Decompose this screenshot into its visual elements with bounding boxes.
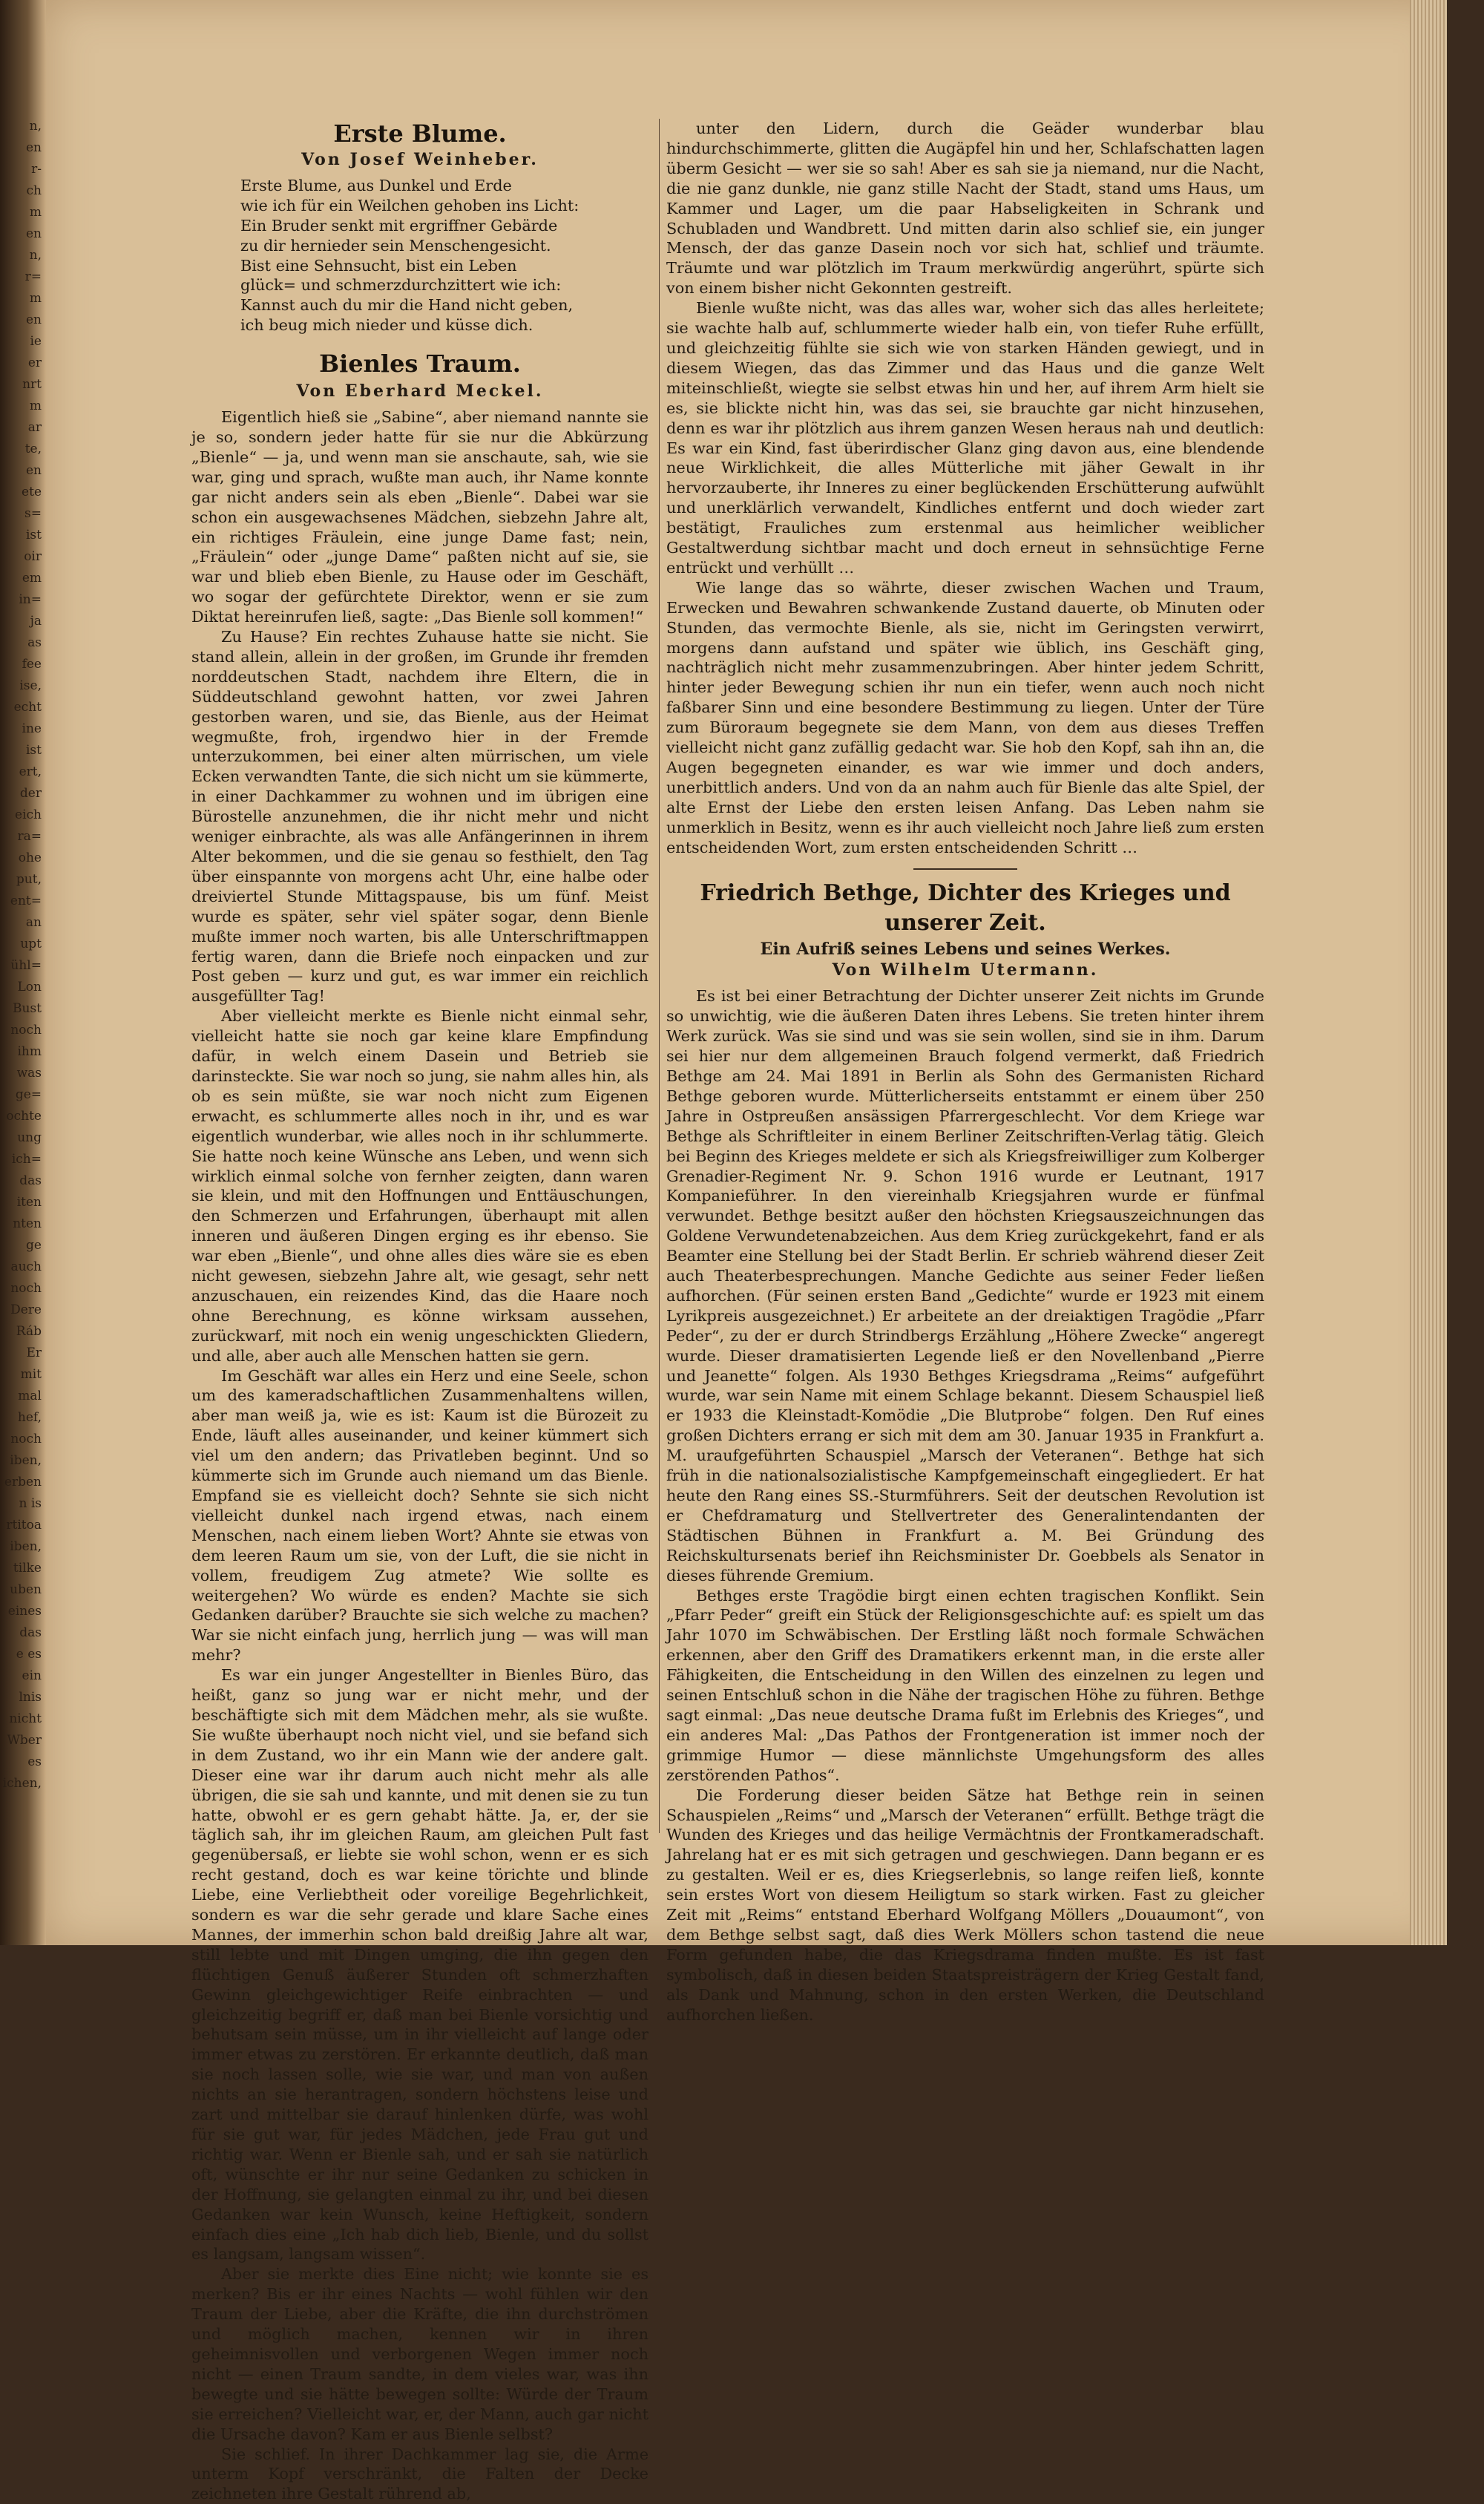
gutter-fragment: ichen,: [0, 1776, 45, 1791]
gutter-fragment: Dere: [0, 1302, 45, 1317]
gutter-fragment: ung: [0, 1130, 45, 1145]
poem-author: Von Josef Weinheber.: [191, 150, 649, 170]
poem-line: zu dir hernieder sein Menschengesicht.: [240, 236, 649, 256]
gutter-fragment: noch: [0, 1281, 45, 1296]
gutter-fragment: ühl=: [0, 958, 45, 973]
section-divider: [913, 868, 1017, 870]
gutter-fragment: ohe: [0, 850, 45, 865]
story-paragraph: unter den Lidern, durch die Geäder wunderbar blau hindurchschimmerte, glitten die Augäpfel hin und her, Schlafschatten lagen überm Gesicht — wer sie so sah! Aber es sah sie ja niemand, nur die Nacht, die nie ganz dunkle, nie ganz stille Nacht der Stadt, stand ums Haus, um Kammer und Lager, um die paar Habseligkeiten in Schrank und Schubladen und Wandbrett. Und mitten darin also schlief sie, ein junger Mensch, der das ganze Dasein noch vor sich hat, schlief und träumte. Träumte und war plötzlich im Traum merkwürdig angerührt, spürte sich von einem bisher nicht Gekonnten gestreift.: [666, 119, 1264, 298]
gutter-fragment: ich=: [0, 1152, 45, 1167]
column-right: [666, 119, 1264, 2025]
gutter-fragment: in=: [0, 592, 45, 607]
gutter-fragment: r=: [0, 269, 45, 284]
gutter-fragment: ete: [0, 485, 45, 499]
article-paragraph: Es ist bei einer Betrachtung der Dichter unserer Zeit nichts im Grunde so unwichtig, wie die äußeren Daten ihres Lebens. Sie treten hinter ihrem Werk zurück. Was sie sind und was sie sein wollen, sind sie in ihm. Darum sei hier nur dem allgemeinen Brauch folgend vermerkt, daß Friedrich Bethge am 24. Mai 1891 in Berlin als Sohn des Germanisten Richard Bethge geboren wurde. Mütterlicherseits entstammt er einem über 250 Jahre in Ostpreußen ansässigen Pfarrergeschlecht. Vor dem Kriege war Bethge als Schriftleiter in einem Berliner Zeitschriften-Verlag tätig. Gleich bei Beginn des Krieges meldete er sich als Kriegsfreiwilliger zum Kolberger Grenadier-Regiment Nr. 9. Schon 1916 wurde er Leutnant, 1917 Kompanieführer. In den viereinhalb Kriegsjahren wurde er fünfmal verwundet. Bethge besitzt außer den höchsten Kriegsauszeichnungen das Goldene Verwundetenabzeichen. Aus dem Krieg zurückgekehrt, fand er als Beamter eine Stellung bei der Stadt Berlin. Er schrieb während dieser Zeit auch Theaterbesprechungen. Manche Gedichte aus seiner Feder ließen aufhorchen. (Für seinen ersten Band „Gedichte“ wurde er 1923 mit einem Lyrikpreis ausgezeichnet.) Er arbeitete an der dreiaktigen Tragödie „Pfarr Peder“, zu der er durch Strindbergs Erzählung „Höhere Zwecke“ angeregt wurde. Dieser dramatisierten Legende ließ er den Novellenband „Pierre und Jeanette“ folgen. Als 1930 Bethges Kriegsdrama „Reims“ aufgeführt wurde, war sein Name mit einem Schlage bekannt. Diesem Schauspiel ließ er 1933 die Kleinstadt-Komödie „Die Blutprobe“ folgen. Den Ruf eines großen Dichters errang er sich mit dem am 30. Januar 1935 in Frankfurt a. M. uraufgeführten Schauspiel „Marsch der Veteranen“. Bethge hat sich früh in die nationalsozialistische Kampfgemeinschaft eingegliedert. Er hat heute den Rang eines SS.-Sturmführers. Seit der deutschen Revolution ist er Chefdramaturg und Stellvertreter des Generalintendanten der Städtischen Bühnen in Frankfurt a. M. Bei Gründung des Reichskultursenats berief ihn Reichsminister Dr. Goebbels als Senator in dieses führende Gremium.: [666, 986, 1264, 1585]
story-paragraph: Eigentlich hieß sie „Sabine“, aber niemand nannte sie je so, sondern jeder hatte für sie nur die Abkürzung „Bienle“ — ja, und wenn man sie anschaute, sah, wie sie war, ging und sprach, wußte man auch, ihr Name konnte gar nicht anders sein als eben „Bienle“. Dabei war sie schon ein ausgewachsenes Mädchen, siebzehn Jahre alt, ein richtiges Fräulein, eine junge Dame fast; nein, „Fräulein“ oder „junge Dame“ paßten nicht auf sie, sie war und blieb eben Bienle, zu Hause oder im Geschäft, wo sogar der gefürchtete Direktor, wenn er sie zum Diktat hereinrufen ließ, sagte: „Das Bienle soll kommen!“: [191, 407, 649, 627]
column-left: [191, 119, 649, 2504]
story-paragraph: Zu Hause? Ein rechtes Zuhause hatte sie nicht. Sie stand allein, allein in der großen, im Grunde ihr fremden norddeutschen Stadt, nachdem ihre Eltern, die in Süddeutschland gewohnt hatten, vor zwei Jahren gestorben waren, und sie, das Bienle, aus der Heimat wegmußte, froh, irgendwo hier in der Fremde unterzukommen, bei einer alten mürrischen, um viele Ecken verwandten Tante, die sich nicht um sie kümmerte, in einer Dachkammer zu wohnen und im übrigen eine Bürostelle anzunehmen, die ihr nicht mehr und nicht weniger einbrachte, als was alle Anfängerinnen in ihrem Alter bekommen, und die sie genau so festhielt, den Tag über einspannte von morgens acht Uhr, eine halbe oder dreiviertel Stunde Mittagspause, bis um fünf. Meist wurde es später, sehr viel später sogar, denn Bienle mußte immer noch warten, bis alle Unterschriftmappen fertig waren, dann die Briefe noch einpacken und zur Post geben — kurz und gut, es war immer ein reichlich ausgefüllter Tag!: [191, 627, 649, 1006]
poem-line: Erste Blume, aus Dunkel und Erde: [240, 176, 649, 196]
gutter-fragment: ise,: [0, 678, 45, 693]
gutter-fragment: r-: [0, 162, 45, 177]
gutter-fragment: ch: [0, 183, 45, 198]
gutter-fragment: nrt: [0, 377, 45, 392]
gutter-fragment: erben: [0, 1475, 45, 1489]
gutter-fragment: noch: [0, 1023, 45, 1038]
gutter-fragment: lnis: [0, 1690, 45, 1705]
story-paragraph: Im Geschäft war alles ein Herz und eine Seele, schon um des kameradschaftlichen Zusammenhaltens willen, aber man weiß ja, wie es ist: Kaum ist die Bürozeit zu Ende, läuft alles auseinander, und keiner kümmert sich viel um den andern; das Privatleben beginnt. Und so kümmerte sich im Grunde auch niemand um das Bienle. Empfand sie es vielleicht doch? Sehnte sie sich nicht vielleicht dunkel nach irgend etwas, nach einem Menschen, nach einem lieben Wort? Ahnte sie etwas von dem leeren Raum um sie, von der Luft, die sie nicht in vollem, freudigem Zug atmete? Wie sollte es weitergehen? Wo würde es enden? Machte sie sich Gedanken darüber? Brauchte sie sich welche zu machen? War sie nicht einfach jung, herrlich jung — was will man mehr?: [191, 1366, 649, 1666]
story-title: Bienles Traum.: [191, 347, 649, 380]
poem-line: ich beug mich nieder und küsse dich.: [240, 315, 649, 335]
gutter-fragment: echt: [0, 700, 45, 715]
gutter-fragment: ein: [0, 1668, 45, 1683]
gutter-fragment: fee: [0, 657, 45, 672]
gutter-fragment: der: [0, 786, 45, 801]
article-paragraph: Die Forderung dieser beiden Sätze hat Bethge rein in seinen Schauspielen „Reims“ und „Marsch der Veteranen“ erfüllt. Bethge trägt die Wunden des Krieges und das heilige Vermächtnis der Frontkameradschaft. Jahrelang hat er es mit sich getragen und geschwiegen. Dann begann er es zu gestalten. Weil er es, dies Kriegserlebnis, so lange reifen ließ, konnte sein erstes Wort von diesem Heiligtum so stark wirken. Fast zu gleicher Zeit mit „Reims“ entstand Eberhard Wolfgang Möllers „Douaumont“, von dem Bethge selbst sagt, daß dies Werk Möllers schon tastend die neue Form gefunden habe, die das Kriegsdrama finden mußte. Es ist fast symbolisch, daß in diesen beiden Staatspreisträgern der Krieg Gestalt fand, als Dank und Mahnung, schon in den ersten Werken, die Deutschland aufhorchen ließen.: [666, 1786, 1264, 2025]
gutter-fragment: oir: [0, 549, 45, 564]
gutter-fragment: te,: [0, 442, 45, 456]
gutter-fragment: Lon: [0, 980, 45, 994]
gutter-fragment: eich: [0, 807, 45, 822]
story-paragraph: Es war ein junger Angestellter in Bienles Büro, das heißt, ganz so jung war er nicht mehr, und der beschäftigte sich mit dem Mädchen mehr, als sie wußte. Sie wußte überhaupt noch nicht viel, und sie befand sich in dem Zustand, wo ihr ein Mann wie der andere galt. Dieser eine war ihr darum auch nicht mehr als alle übrigen, die sie sah und kannte, und mit denen sie zu tun hatte, obwohl er es gern gehabt hätte. Ja, er, der sie täglich sah, ihr im gleichen Raum, am gleichen Pult fast gegenübersaß, er liebte sie wohl schon, wenn er es sich recht gestand, doch es war keine törichte und blinde Liebe, eine Verliebtheit oder voreilige Begehrlichkeit, sondern es war die sehr gerade und klare Sache eines Mannes, der immerhin schon bald dreißig Jahre alt war, still lebte und mit Dingen umging, die ihn gegen den flüchtigen Genuß äußerer Stunden oft schmerzhaften Gewinn gleichgewichtiger Reife einbrachten — und gleichzeitig begriff er, daß man bei Bienle vorsichtig und behutsam sein müsse, um in ihr vielleicht auf lange oder immer etwas zu zerstören. Er erkannte deutlich, daß man sie noch lassen solle, wie sie war, und man von außen nichts an sie herantragen, sondern höchstens leise und zart und mittelbar sie darauf hinlenken dürfe, was wohl für sie gut war, für jedes Mädchen, jede Frau gut und richtig war. Wenn er Bienle sah, und er sah sie natürlich oft, wünschte er ihr nur seine Gedanken zu schicken in der Hoffnung, sie gelangten einmal zu ihr, und bei diesen Gedanken war kein Wunsch, keine Heftigkeit, sondern einfach dies eine „Ich hab dich lieb, Bienle, und du sollst es langsam, langsam wissen“.: [191, 1665, 649, 2264]
gutter-fragment: was: [0, 1066, 45, 1081]
column-divider: [659, 119, 660, 1833]
story-paragraph: Wie lange das so währte, dieser zwischen Wachen und Traum, Erwecken und Bewahren schwankende Zustand dauerte, ob Minuten oder Stunden, das vermochte Bienle, als sie, nicht im Geringsten verwirrt, morgens dann aufstand und später wie üblich, ins Geschäft ging, nachträglich nicht mehr zusammenzubringen. Aber hinter jedem Schritt, hinter jeder Bewegung schien ihr nun ein tiefer, wenn auch noch nicht faßbarer Sinn und eine besondere Bestimmung zu liegen. Unter der Türe zum Büroraum begegnete sie dem Mann, von dem aus dieses Treffen vielleicht nicht ganz zufällig gedacht war. Sie hob den Kopf, sah ihn an, die Augen begegneten einander, es war wie immer und doch anders, unerbittlich anders. Und von da an nahm auch für Bienle das alte Spiel, der alte Ernst der Liebe den ersten leisen Anfang. Das Leben nahm sie unmerklich in Besitz, wenn es ihr auch vielleicht noch Jahre ließ zum ersten entscheidenden Wort, zum ersten entscheidenden Schritt …: [666, 578, 1264, 858]
gutter-fragment: das: [0, 1173, 45, 1188]
gutter-fragment: ist: [0, 528, 45, 543]
gutter-fragment: ert,: [0, 764, 45, 779]
poem-line: Bist eine Sehnsucht, bist ein Leben: [240, 256, 649, 276]
gutter-fragment: das: [0, 1625, 45, 1640]
poem-line: wie ich für ein Weilchen gehoben ins Licht:: [240, 196, 649, 216]
gutter-fragment: noch: [0, 1432, 45, 1446]
gutter-fragment: es: [0, 1754, 45, 1769]
gutter-fragment: ge=: [0, 1087, 45, 1102]
gutter-fragment: Bust: [0, 1001, 45, 1016]
gutter-fragment: nten: [0, 1216, 45, 1231]
gutter-fragment: nicht: [0, 1711, 45, 1726]
gutter-fragment: ar: [0, 420, 45, 435]
gutter-fragment: ge: [0, 1238, 45, 1253]
article-subtitle: Ein Aufriß seines Lebens und seines Werkes.: [666, 940, 1264, 960]
gutter-fragment: m: [0, 291, 45, 306]
article-paragraph: Bethges erste Tragödie birgt einen echten tragischen Konflikt. Sein „Pfarr Peder“ greift ein Stück der Religionsgeschichte auf: es spielt um das Jahr 1070 im Schwäbischen. Der Erstling läßt noch formale Schwächen erkennen, aber den Griff des Dramatikers erkennt man, in die erste aller Fähigkeiten, die Entscheidung in den Willen des einzelnen zu legen und seinen Entschluß schon in die Nähe der tragischen Höhe zu führen. Bethge sagt einmal: „Das neue deutsche Drama fußt im Erlebnis des Krieges“, und ein anderes Mal: „Das Pathos der Frontgeneration ist immer noch der grimmige Humor — diese männlichste Umgehungsform des alles zerstörenden Pathos“.: [666, 1586, 1264, 1786]
gutter-fragment: uben: [0, 1582, 45, 1597]
gutter-fragment: Ráb: [0, 1324, 45, 1339]
story-continuation: [666, 119, 1264, 858]
gutter-fragment: n is: [0, 1496, 45, 1511]
story-paragraph: Aber sie merkte dies Eine nicht; wie konnte sie es merken? Bis er ihr eines Nachts — wohl fühlen wir den Traum der Liebe, aber die Kräfte, die ihn durchströmen und möglich machen, kennen wir in ihren geheimnisvollen und verborgenen Wegen immer noch nicht — einen Traum sandte, in dem vieles war, was ihn bewegte und sie hätte bewegen sollte: Würde der Traum sie erreichen? Vielleicht war, er, der Mann, auch gar nicht die Ursache davon? Kam er aus Bienle selbst?: [191, 2264, 649, 2444]
gutter-fragment: m: [0, 205, 45, 220]
article-body: [666, 986, 1264, 2025]
poem-line: Kannst auch du mir die Hand nicht geben,: [240, 295, 649, 315]
poem-line: Ein Bruder senkt mit ergriffner Gebärde: [240, 216, 649, 236]
gutter-fragment: m: [0, 399, 45, 413]
gutter-fragment: ist: [0, 743, 45, 758]
gutter-fragment: iten: [0, 1195, 45, 1210]
gutter-fragment: en: [0, 312, 45, 327]
gutter-fragment: auch: [0, 1259, 45, 1274]
gutter-fragment: em: [0, 571, 45, 586]
gutter-fragment: upt: [0, 937, 45, 951]
gutter-fragment: ochte: [0, 1109, 45, 1124]
gutter-fragment: n,: [0, 248, 45, 263]
story-body: [191, 407, 649, 2504]
page-stack-edge: [1410, 0, 1447, 1945]
gutter-fragment: ihm: [0, 1044, 45, 1059]
gutter-fragment: tilke: [0, 1561, 45, 1576]
previous-page-gutter: [0, 0, 46, 1945]
poem-title: Erste Blume.: [191, 119, 649, 148]
gutter-fragment: put,: [0, 872, 45, 887]
gutter-fragment: mit: [0, 1367, 45, 1382]
gutter-fragment: s=: [0, 506, 45, 521]
story-author: Von Eberhard Meckel.: [191, 381, 649, 402]
gutter-fragment: hef,: [0, 1410, 45, 1425]
gutter-fragment: ine: [0, 721, 45, 736]
story-paragraph: Sie schlief. In ihrer Dachkammer lag sie, die Arme unterm Kopf verschränkt, die Falten der Decke zeichneten ihre Gestalt rührend ab,: [191, 2445, 649, 2504]
story-paragraph: Bienle wußte nicht, was das alles war, woher sich das alles herleitete; sie wachte halb auf, schlummerte wieder halb ein, von tiefer Ruhe erfüllt, und gleichzeitig fühlte sie sich wie von starken Händen gewiegt, und in diesem Wiegen, das das Zimmer und das Haus und die ganze Welt miteinschließt, wiegte sie selbst etwas hin und her, auf ihrem Arm hielt sie es, sie blickte nicht hin, was das sei, sie brauchte gar nicht hinzusehen, denn es war ihr plötzlich aus ihrem ganzen Wesen heraus nah und deutlich: Es war ein Kind, fast überirdischer Glanz ging davon aus, eine blendende neue Wirklichkeit, die alles Mütterliche mit jäher Gewalt in ihr hervorzauberte, ihr Inneres zu einer beglückenden Erschütterung aufwühlt und unerklärlich verwandelt, Kindliches entfernt und doch wieder zart bestätigt, Frauliches zum erstenmal aus heimlicher weiblicher Gestaltwerdung sichtbar macht und doch erneut in sehnsüchtige Ferne entrückt und verhüllt …: [666, 298, 1264, 578]
gutter-fragment: mal: [0, 1389, 45, 1403]
gutter-fragment: rtitoa: [0, 1518, 45, 1533]
gutter-fragment: en: [0, 226, 45, 241]
poem-line: glück= und schmerzdurchzittert wie ich:: [240, 275, 649, 295]
gutter-fragment: en: [0, 140, 45, 155]
gutter-fragment: er: [0, 355, 45, 370]
article-title: Friedrich Bethge, Dichter des Krieges und unserer Zeit.: [666, 879, 1264, 938]
poem-body: [240, 176, 649, 335]
gutter-fragment: n,: [0, 119, 45, 134]
article-author: Von Wilhelm Utermann.: [666, 960, 1264, 980]
gutter-fragment: an: [0, 915, 45, 930]
gutter-fragment: ent=: [0, 894, 45, 908]
gutter-fragment: ra=: [0, 829, 45, 844]
gutter-fragment: Wber: [0, 1733, 45, 1748]
gutter-fragment: Er: [0, 1346, 45, 1360]
gutter-fragment: iben,: [0, 1539, 45, 1554]
gutter-fragment: eines: [0, 1604, 45, 1619]
gutter-fragment: en: [0, 463, 45, 478]
story-paragraph: Aber vielleicht merkte es Bienle nicht einmal sehr, vielleicht hatte sie noch gar keine klare Empfindung dafür, in welch einem Dasein und Betrieb sie darinsteckte. Sie war noch so jung, sie nahm alles hin, als ob es sein müßte, sie war noch nicht zum Eigenen erwacht, es schlummerte alles noch in ihr, und es war eigentlich wunderbar, wie alles noch in ihr schlummerte. Sie hatte noch keine Wünsche ans Leben, und wenn sich wirklich einmal solche von fernher zeigten, dann waren sie klein, und mit den Hoffnungen und Enttäuschungen, den Schmerzen und Erfahrungen, überhaupt mit allen inneren und äußeren Dingen erging es ihr ebenso. Sie war eben „Bienle“, und ohne alles dies wäre sie es eben nicht gewesen, siebzehn Jahre alt, wie gesagt, sehr nett anzuschauen, ein reizendes Kind, das die Haare noch ohne Berechnung, es könne wirksam aussehen, zurückwarf, mit noch ein wenig ungeschickten Gliedern, und alle, aber auch alle Menschen hatten sie gern.: [191, 1006, 649, 1366]
gutter-fragment: ja: [0, 614, 45, 629]
gutter-fragment: ie: [0, 334, 45, 349]
gutter-fragment: iben,: [0, 1453, 45, 1468]
gutter-fragment: e es: [0, 1647, 45, 1662]
gutter-fragment: as: [0, 635, 45, 650]
